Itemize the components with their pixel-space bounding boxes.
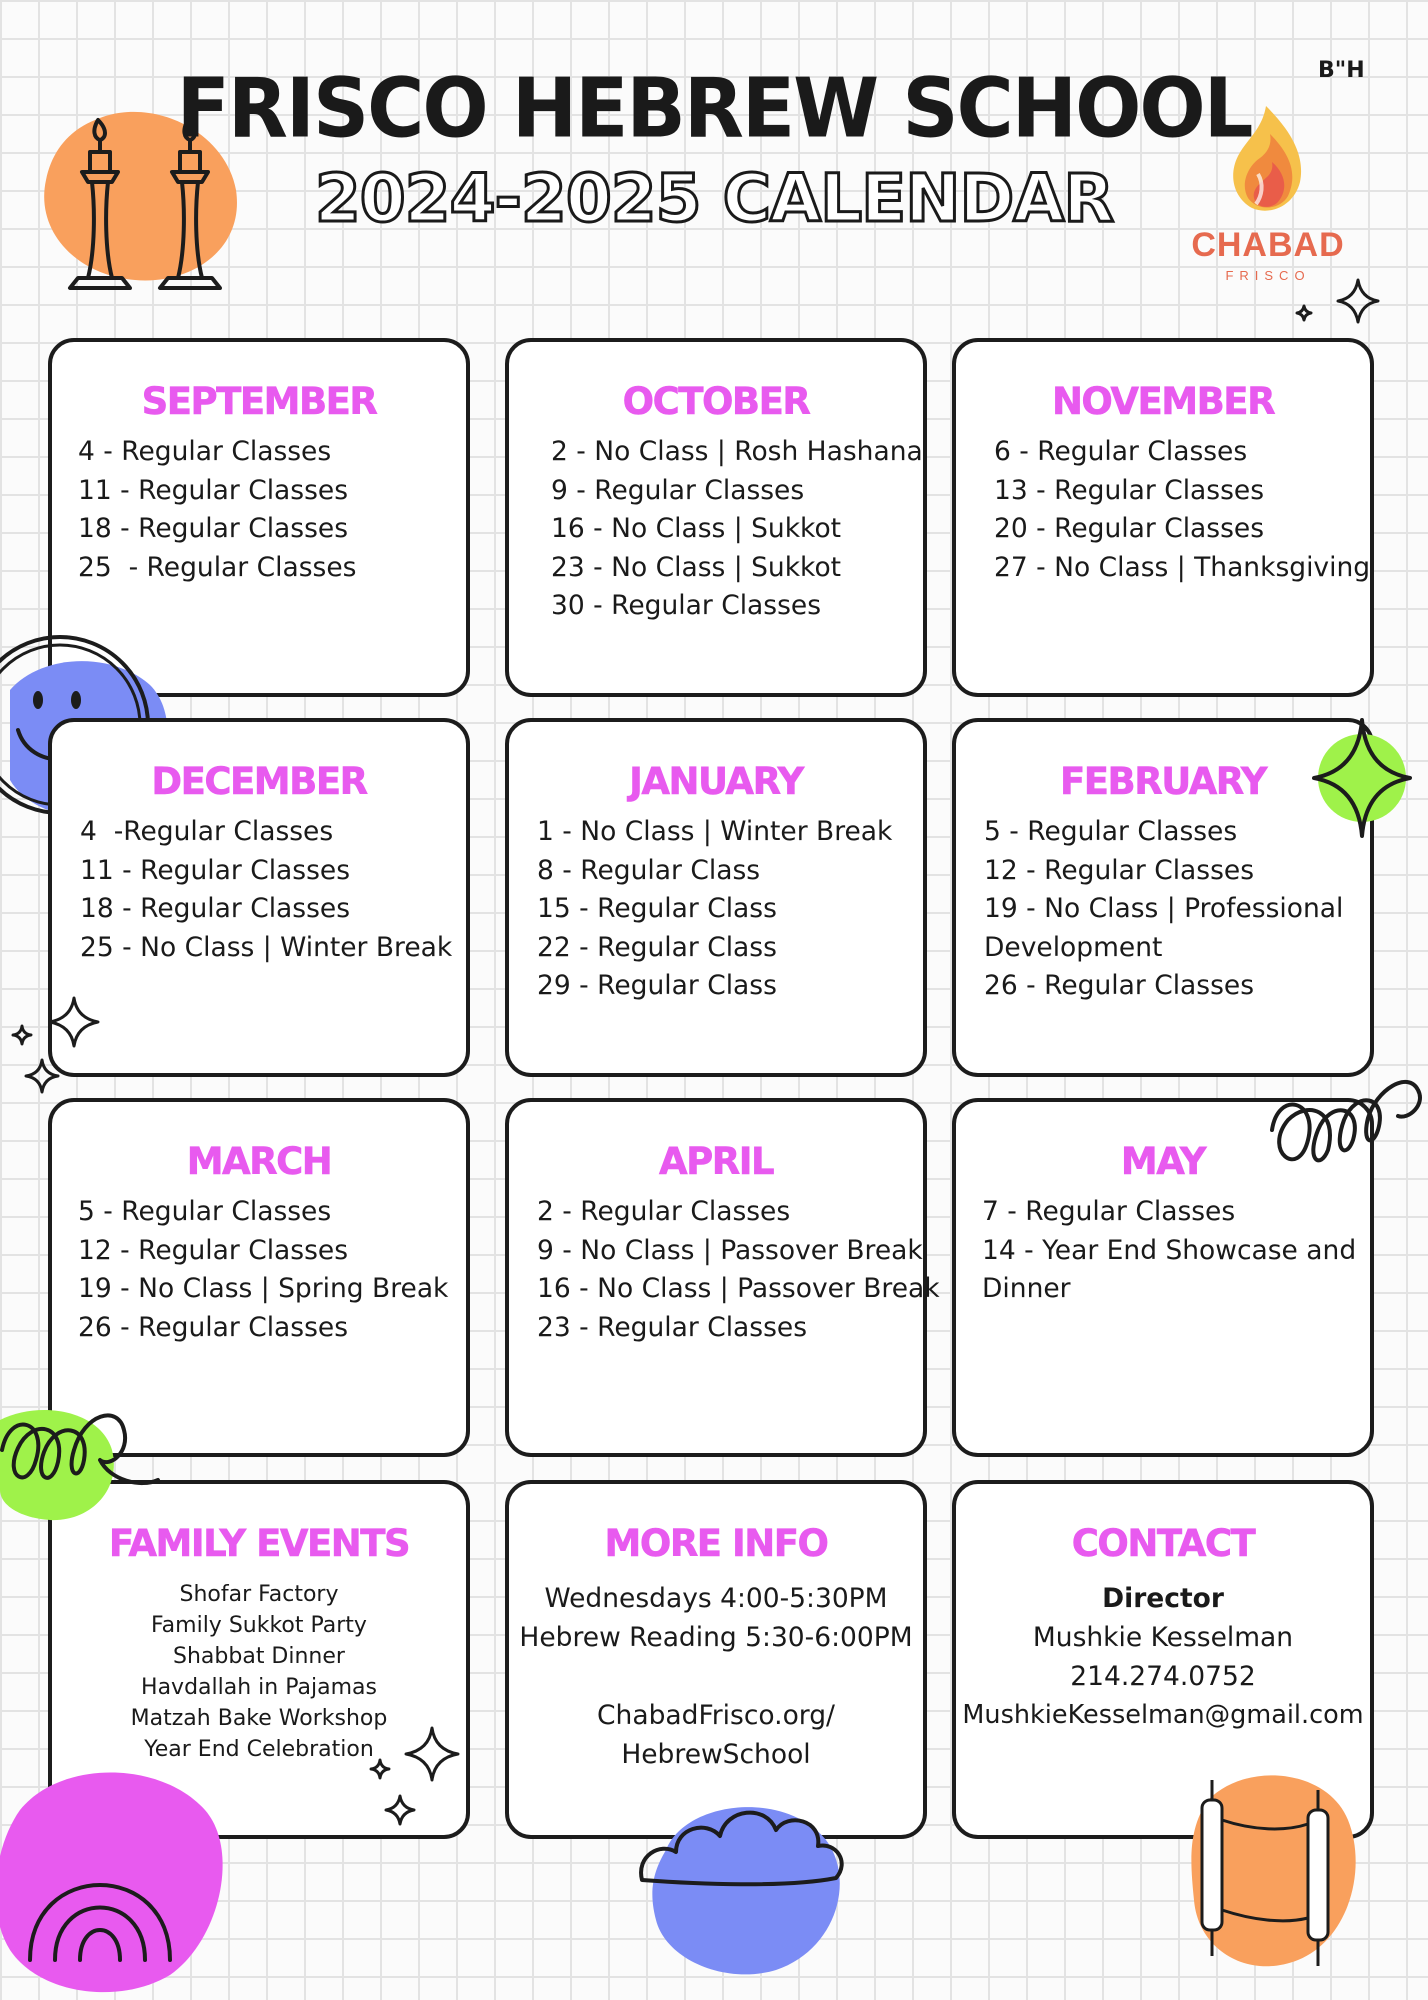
calendar-entry: 12 - Regular Classes [984, 854, 1255, 886]
website-link[interactable]: ChabadFrisco.org/ [597, 1700, 835, 1731]
month-card-january [505, 718, 927, 1077]
month-title: MARCH [186, 1140, 332, 1183]
calendar-entry: 15 - Regular Class [537, 893, 777, 924]
contact-email[interactable]: MushkieKesselman@gmail.com [962, 1700, 1364, 1730]
calendar-entry: 26 - Regular Classes [984, 970, 1255, 1001]
calendar-entry: 11 - Regular Classes [78, 474, 349, 506]
calendar-entry: 30 - Regular Classes [551, 590, 822, 621]
section-title: FAMILY EVENTS [108, 1522, 410, 1565]
calendar-entry: 14 - Year End Showcase and [982, 1234, 1357, 1266]
event-item: Shabbat Dinner [173, 1644, 345, 1669]
calendar-entry: 16 - No Class | Sukkot [551, 513, 842, 544]
calendar-entry: 16 - No Class | Passover Break [537, 1273, 940, 1304]
calendar-entry: 19 - No Class | Professional [984, 893, 1344, 924]
green-loop-doodle-icon [0, 1390, 170, 1530]
torah-scroll-icon [1188, 1760, 1358, 1980]
contact-name: Mushkie Kesselman [1032, 1622, 1294, 1653]
calendar-entry: 23 - Regular Classes [537, 1311, 808, 1343]
calendar-entry: 4 -Regular Classes [80, 816, 334, 847]
event-item: Shofar Factory [179, 1582, 339, 1607]
calendar-entry: 9 - Regular Classes [551, 474, 805, 506]
month-title: MAY [1120, 1140, 1206, 1183]
contact-role: Director [1102, 1583, 1224, 1614]
sparkle-icon [6, 990, 106, 1110]
month-title: JANUARY [629, 760, 803, 803]
event-item: Year End Celebration [144, 1737, 374, 1762]
event-item: Family Sukkot Party [151, 1613, 367, 1638]
website-link[interactable]: HebrewSchool [621, 1739, 811, 1770]
contact-phone[interactable]: 214.274.0752 [1070, 1661, 1256, 1692]
calendar-entry: 11 - Regular Classes [80, 854, 351, 886]
calendar-entry: 13 - Regular Classes [994, 474, 1265, 506]
month-title: FEBRUARY [1059, 760, 1267, 803]
calendar-entry: 1 - No Class | Winter Break [537, 816, 893, 847]
calendar-entry: 25 - Regular Classes [78, 551, 357, 583]
event-item: Matzah Bake Workshop [130, 1706, 388, 1731]
loop-doodle-icon [1268, 1050, 1428, 1180]
sparkle-icon [360, 1720, 470, 1840]
calendar-entry: Development [984, 931, 1163, 963]
calendar-entry: 18 - Regular Classes [80, 893, 351, 924]
month-title: DECEMBER [151, 760, 367, 803]
calendar-entry: 20 - Regular Classes [994, 513, 1265, 544]
section-title: MORE INFO [604, 1522, 828, 1565]
month-title: APRIL [658, 1140, 774, 1183]
calendar-entry: 18 - Regular Classes [78, 513, 349, 544]
calendar-entry: 9 - No Class | Passover Break [537, 1234, 923, 1266]
calendar-entry: 23 - No Class | Sukkot [551, 551, 842, 583]
calendar-entry: 5 - Regular Classes [78, 1196, 332, 1227]
rainbow-icon [0, 1750, 230, 2000]
month-card-november [952, 338, 1374, 697]
cloud-icon [636, 1780, 856, 1980]
calendar-entry: Dinner [982, 1273, 1071, 1304]
schedule-line: Hebrew Reading 5:30-6:00PM [519, 1622, 913, 1653]
month-card-october [505, 338, 927, 697]
page-subtitle: 2024-2025 CALENDAR [314, 160, 1114, 237]
month-title: SEPTEMBER [141, 380, 377, 423]
event-item: Havdallah in Pajamas [141, 1675, 377, 1700]
calendar-entry: 6 - Regular Classes [994, 436, 1248, 467]
logo-name: CHABAD [1191, 226, 1345, 264]
calendar-entry: 4 - Regular Classes [78, 436, 332, 467]
calendar-entry: 8 - Regular Class [537, 854, 761, 886]
page-title: FRISCO HEBREW SCHOOL [176, 61, 1252, 157]
calendar-entry: 26 - Regular Classes [78, 1311, 349, 1343]
schedule-line: Wednesdays 4:00-5:30PM [544, 1583, 888, 1614]
calendar-entry: 7 - Regular Classes [982, 1196, 1236, 1227]
calendar-entry: 12 - Regular Classes [78, 1234, 349, 1266]
green-sparkle-icon [1310, 716, 1416, 840]
calendar-entry: 22 - Regular Class [537, 931, 777, 963]
calendar-entry: 27 - No Class | Thanksgiving [994, 551, 1371, 583]
month-title: NOVEMBER [1051, 380, 1275, 423]
spacer-line [509, 1657, 923, 1696]
calendar-entry: 29 - Regular Class [537, 970, 777, 1001]
calendar-entry: 5 - Regular Classes [984, 816, 1238, 847]
section-title: CONTACT [1071, 1522, 1255, 1565]
logo-subtitle: FRISCO [1225, 268, 1311, 283]
calendar-entry: 19 - No Class | Spring Break [78, 1273, 449, 1304]
calendar-entry: 2 - Regular Classes [537, 1196, 791, 1227]
month-card-april [505, 1098, 940, 1457]
calendar-entry: 25 - No Class | Winter Break [80, 931, 453, 963]
month-card-december [48, 718, 470, 1077]
calendar-entry: 2 - No Class | Rosh Hashana [551, 436, 923, 467]
bh-mark: B"H [1318, 58, 1365, 83]
month-title: OCTOBER [622, 380, 810, 423]
